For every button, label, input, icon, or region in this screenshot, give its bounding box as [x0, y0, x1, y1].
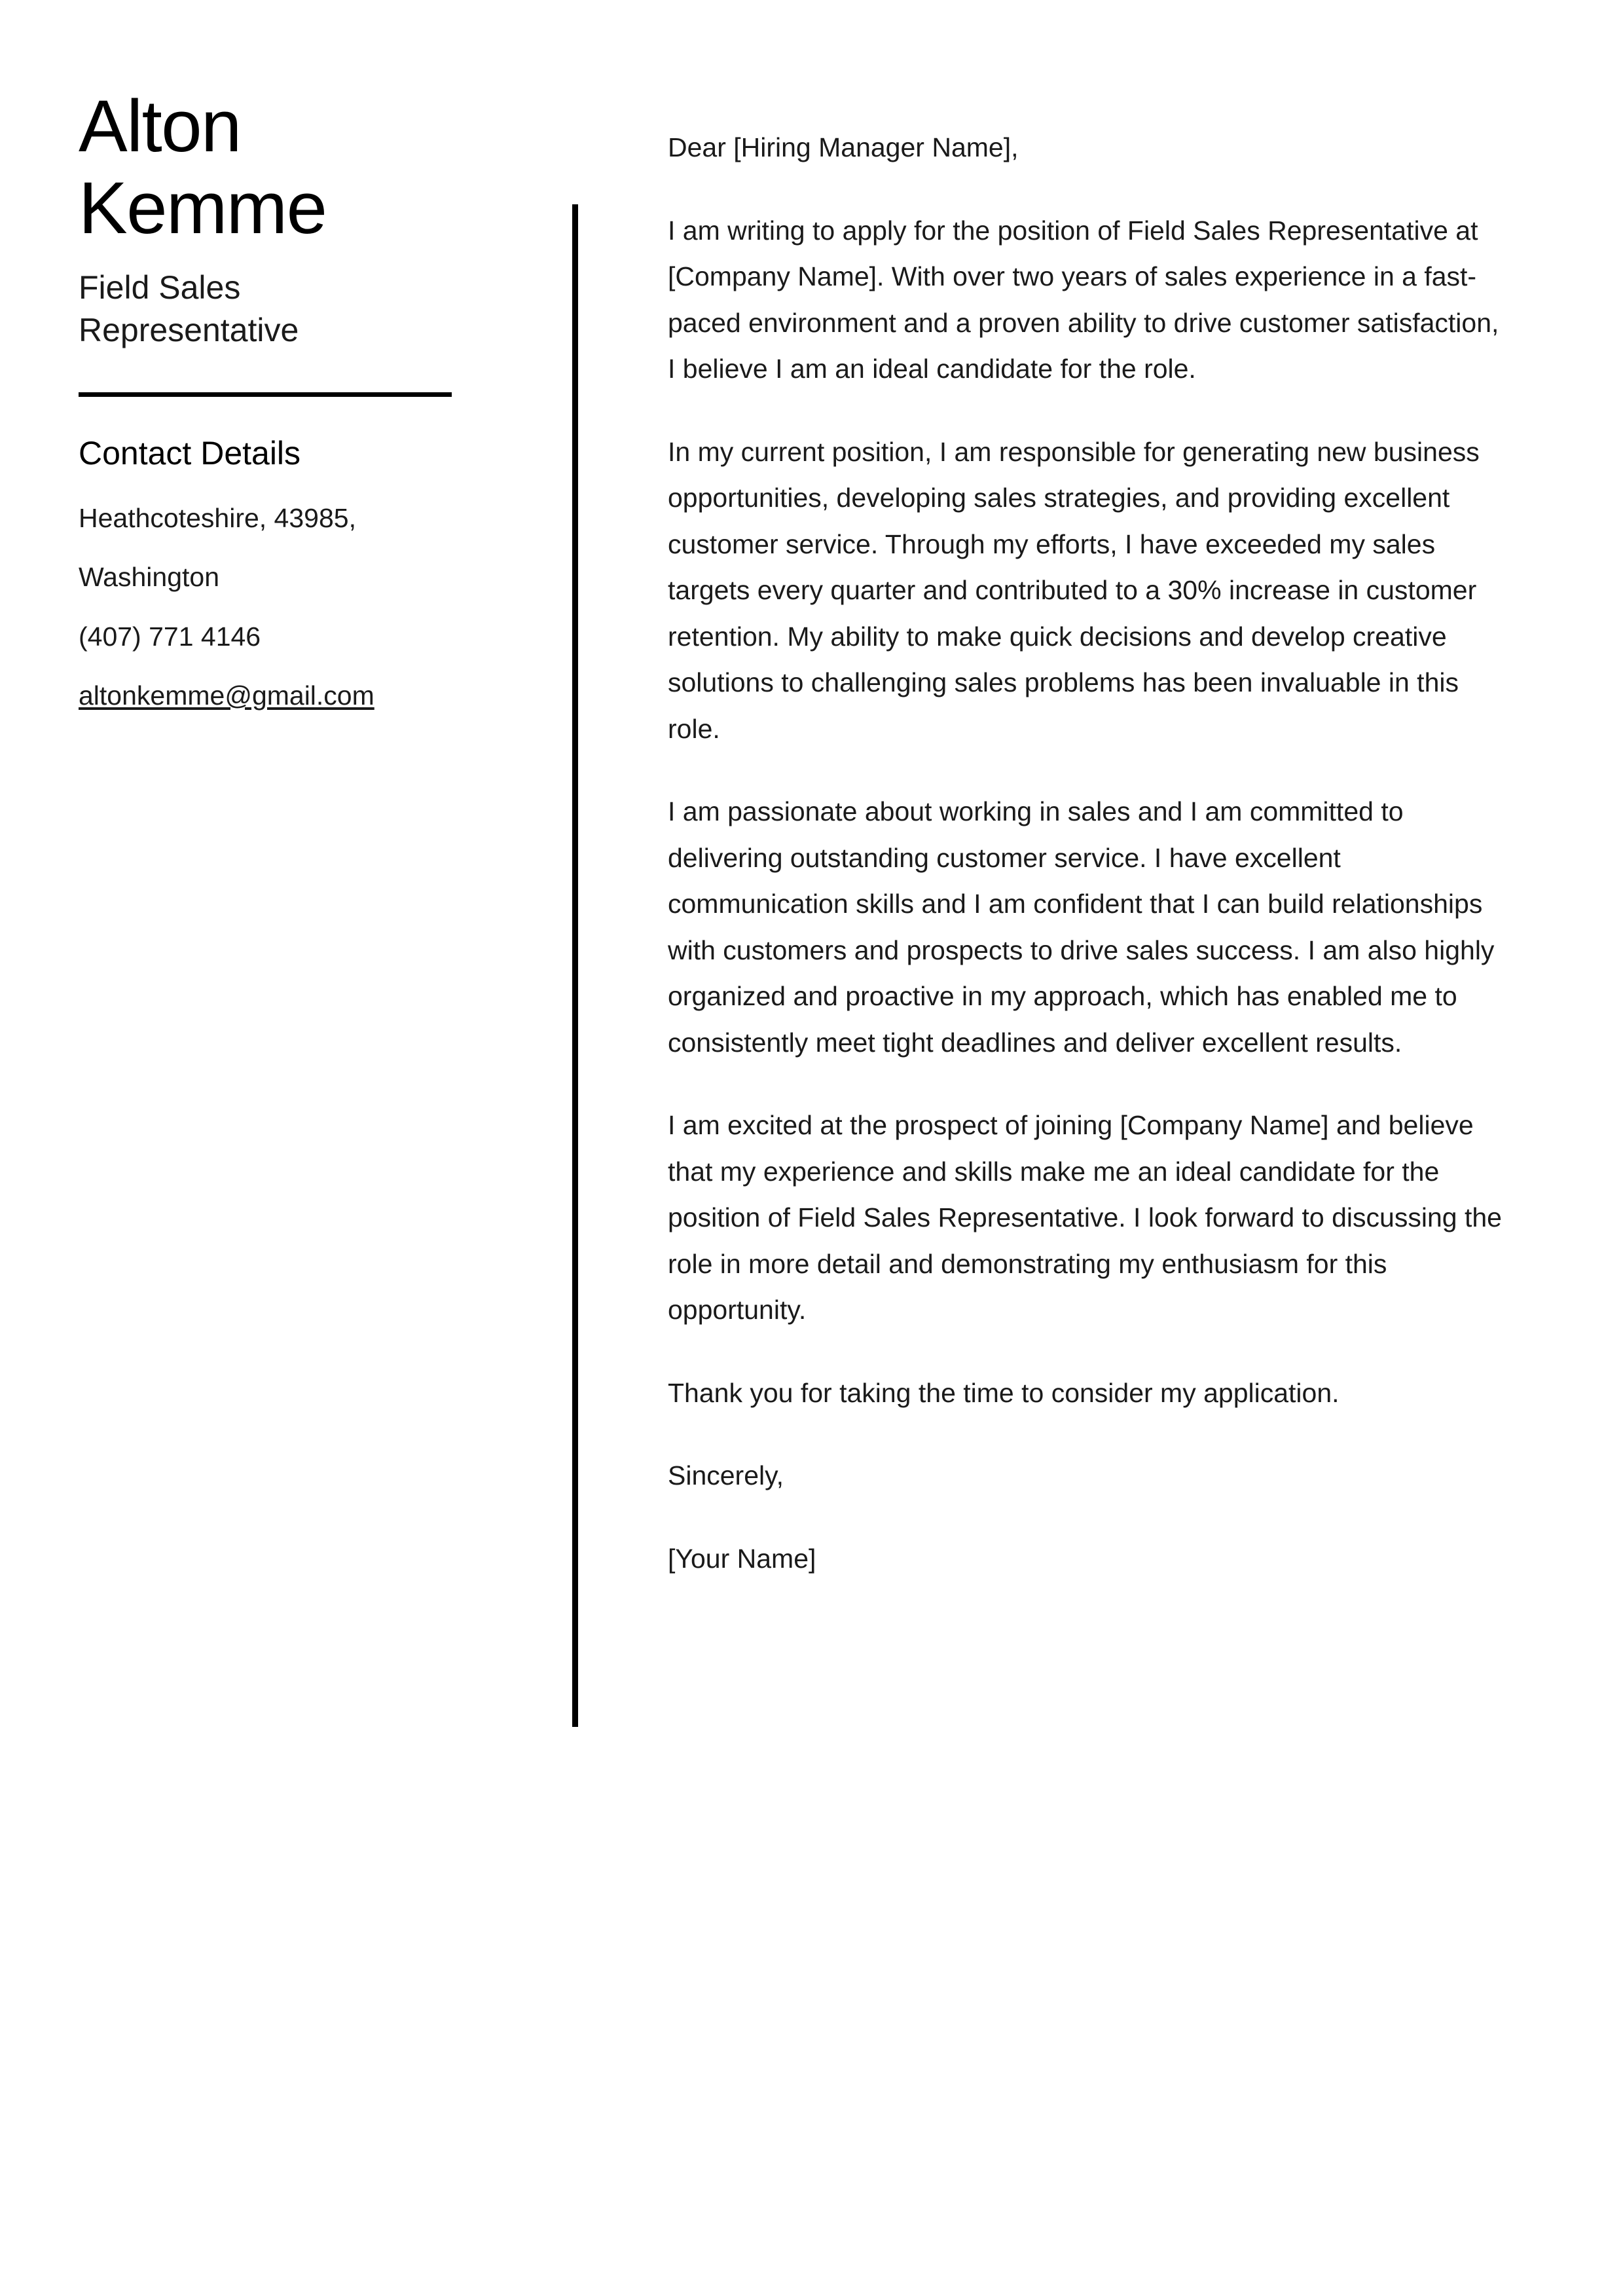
letter-paragraph: I am passionate about working in sales and I am committed to delivering outstanding customer service. I have excellent communication skills and I am confident that I can build relationships with customers and prospects to drive sales success. I am also highly organized and proactive in my approach, which has enabled me to consistently meet tight deadlines and deliver excellent results. [668, 796, 1495, 1058]
letter-paragraph: I am writing to apply for the position of Field Sales Representative at [Company Name]. With over two years of sales experience in a fast-paced environment and a proven ability to drive customer satisfaction, I believe I am an ideal candidate for the role. [668, 215, 1499, 384]
sidebar-divider-rule [79, 392, 452, 397]
contact-details-heading: Contact Details [79, 434, 301, 472]
contact-address-line-1: Heathcoteshire, 43985, [79, 502, 356, 533]
job-title-line-2: Representative [79, 311, 299, 348]
letter-closing: Sincerely, [668, 1460, 784, 1491]
candidate-name [79, 85, 471, 250]
contact-details-list [79, 496, 471, 718]
job-title [79, 267, 471, 352]
job-title-line-1: Field Sales [79, 268, 241, 306]
letter-signature: [Your Name] [668, 1543, 816, 1574]
contact-phone: (407) 771 4146 [79, 621, 261, 652]
letter-paragraph: I am excited at the prospect of joining [Company Name] and believe that my experience and skills make me an ideal candidate for the position of Field Sales Representative. I look forward to discussing the role in more detail and demonstrating my enthusiasm for this opportunity. [668, 1110, 1502, 1325]
sidebar [79, 85, 471, 718]
letter-paragraph: Thank you for taking the time to consider my application. [668, 1377, 1340, 1408]
letter-body [668, 124, 1506, 1582]
candidate-first-name: Alton [79, 85, 241, 167]
contact-email[interactable] [79, 674, 471, 717]
contact-email-link[interactable]: altonkemme@gmail.com [79, 680, 374, 711]
contact-address-line-2: Washington [79, 562, 219, 593]
column-divider [572, 204, 578, 1727]
letter-salutation: Dear [Hiring Manager Name], [668, 132, 1019, 162]
candidate-last-name: Kemme [79, 167, 327, 250]
letter-paragraph: In my current position, I am responsible for generating new business opportunities, developing sales strategies, and providing excellent customer service. Through my efforts, I have exceeded my sales targets every quarter and contributed to a 30% increase in customer retention. My ability to make quick decisions and develop creative solutions to challenging sales problems has been invaluable in this role. [668, 436, 1480, 744]
